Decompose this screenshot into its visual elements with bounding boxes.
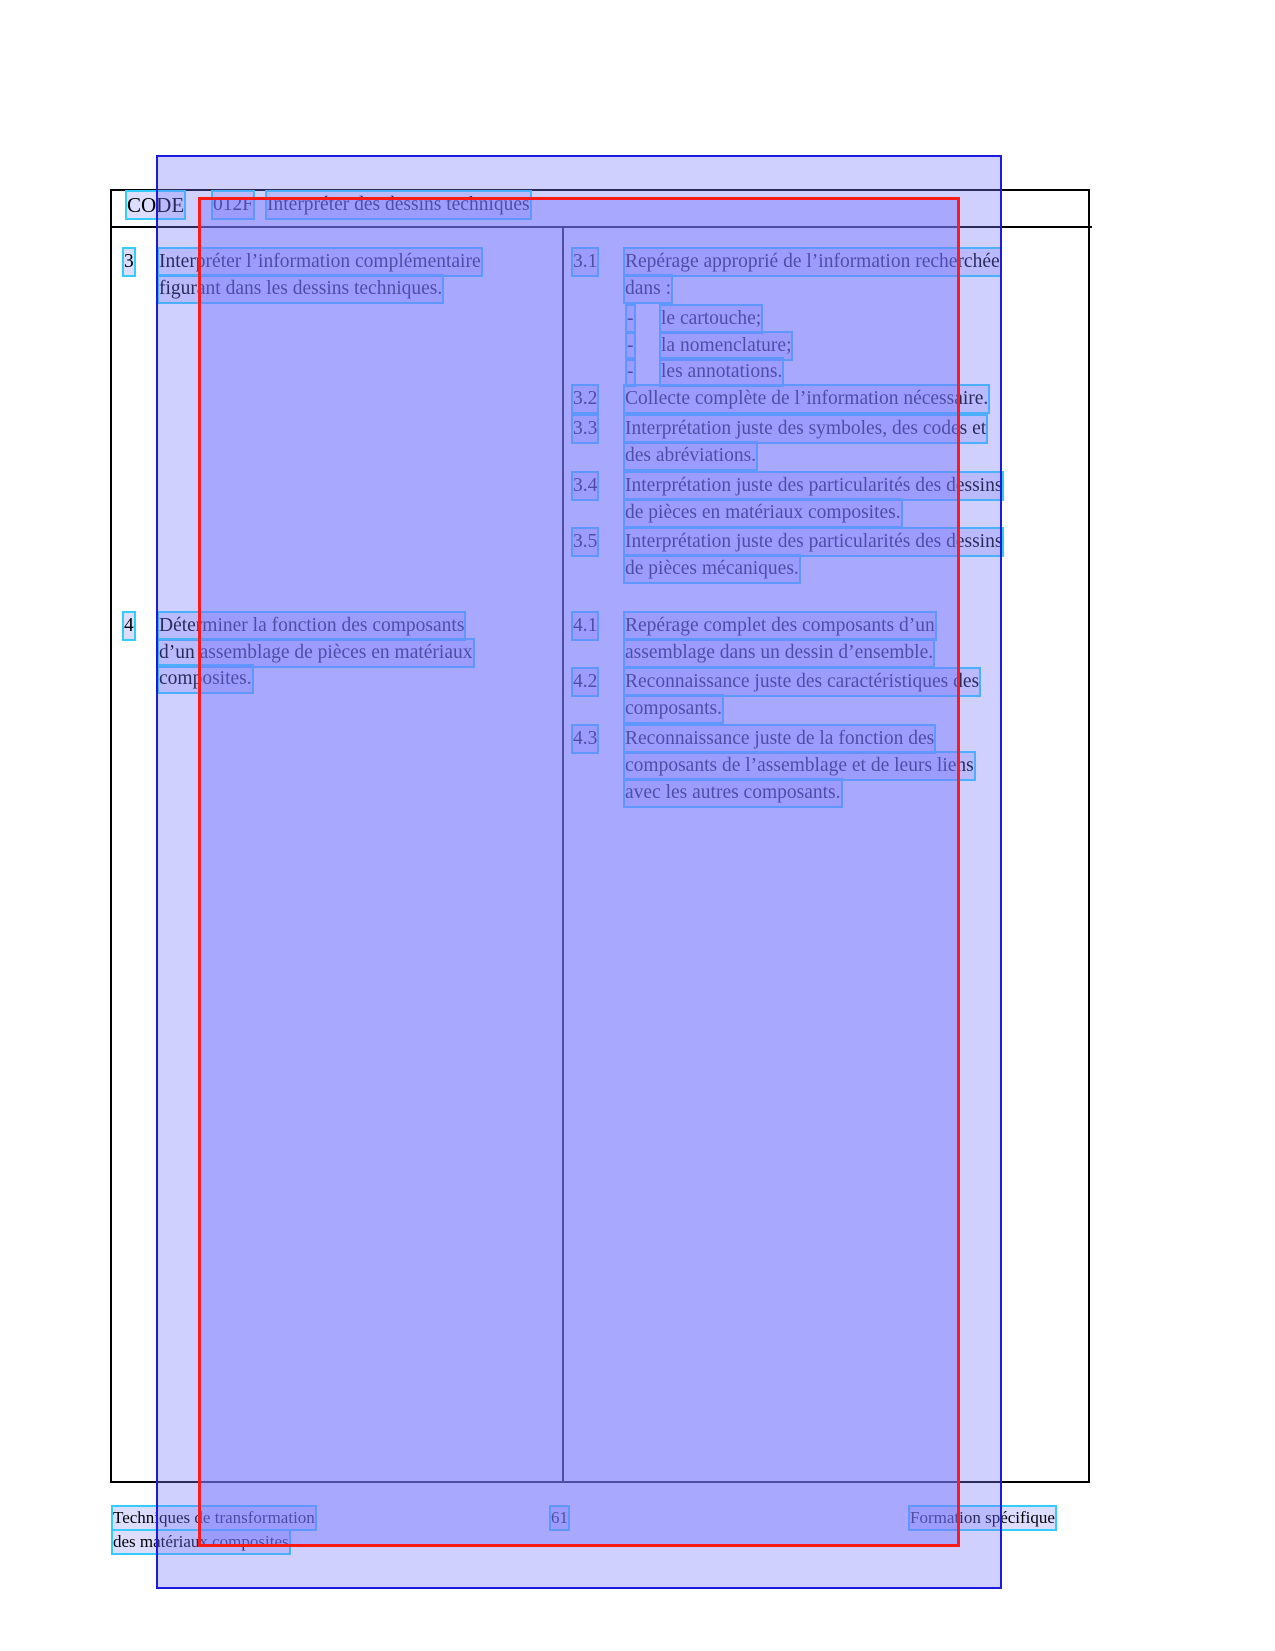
- footer-left-line: Techniques de transformation: [113, 1508, 315, 1527]
- criterion-number: 3.5: [573, 529, 597, 555]
- criterion-number: 4.2: [573, 669, 597, 695]
- element-number: 3: [124, 249, 134, 275]
- overlay-panel-inner: [198, 197, 960, 1547]
- bullet-dash: -: [627, 359, 634, 385]
- criterion-text-line: dans :: [625, 276, 671, 302]
- criterion-text-line: avec les autres composants.: [625, 780, 841, 806]
- criterion-number: 4.1: [573, 613, 597, 639]
- criterion-text-line: Collecte complète de l’information nécessaire.: [625, 386, 988, 412]
- criterion-number: 3.1: [573, 249, 597, 275]
- criterion-text-line: Interprétation juste des symboles, des codes et: [625, 416, 986, 442]
- criterion-text-line: assemblage dans un dessin d’ensemble.: [625, 640, 933, 666]
- bullet-dash: -: [627, 306, 634, 332]
- code-label: CODE: [127, 193, 185, 217]
- competency-title: Interpréter des dessins techniques: [267, 192, 530, 218]
- criterion-text-line: composants de l’assemblage et de leurs liens: [625, 753, 974, 779]
- element-text-line: d’un assemblage de pièces en matériaux: [159, 640, 473, 666]
- page-number: 61: [551, 1508, 568, 1527]
- criterion-text-line: de pièces mécaniques.: [625, 556, 799, 582]
- criterion-number: 3.4: [573, 473, 597, 499]
- criterion-text-line: Reconnaissance juste des caractéristiques des: [625, 669, 979, 695]
- criterion-text-line: Repérage complet des composants d’un: [625, 613, 935, 639]
- criterion-text-line: Repérage approprié de l’information recherchée: [625, 249, 1000, 275]
- criterion-text-line: des abréviations.: [625, 443, 756, 469]
- criterion-number: 4.3: [573, 726, 597, 752]
- code-value: 012F: [213, 192, 253, 218]
- criterion-number: 3.2: [573, 386, 597, 412]
- bullet-item: la nomenclature;: [661, 333, 791, 359]
- bullet-item: le cartouche;: [661, 306, 761, 332]
- criterion-text-line: Reconnaissance juste de la fonction des: [625, 726, 934, 752]
- footer-left-line: des matériaux composites: [113, 1532, 289, 1551]
- criterion-text-line: Interprétation juste des particularités des dessins: [625, 473, 1002, 499]
- bullet-item: les annotations.: [661, 359, 782, 385]
- footer-right: Formation spécifique: [910, 1508, 1055, 1527]
- element-text-line: Interpréter l’information complémentaire: [159, 249, 481, 275]
- element-text-line: composites.: [159, 666, 252, 692]
- criterion-text-line: composants.: [625, 696, 722, 722]
- criterion-text-line: de pièces en matériaux composites.: [625, 500, 901, 526]
- element-text-line: Déterminer la fonction des composants: [159, 613, 464, 639]
- criterion-text-line: Interprétation juste des particularités des dessins: [625, 529, 1002, 555]
- bullet-dash: -: [627, 333, 634, 359]
- element-text-line: figurant dans les dessins techniques.: [159, 276, 442, 302]
- element-number: 4: [124, 613, 134, 639]
- criterion-number: 3.3: [573, 416, 597, 442]
